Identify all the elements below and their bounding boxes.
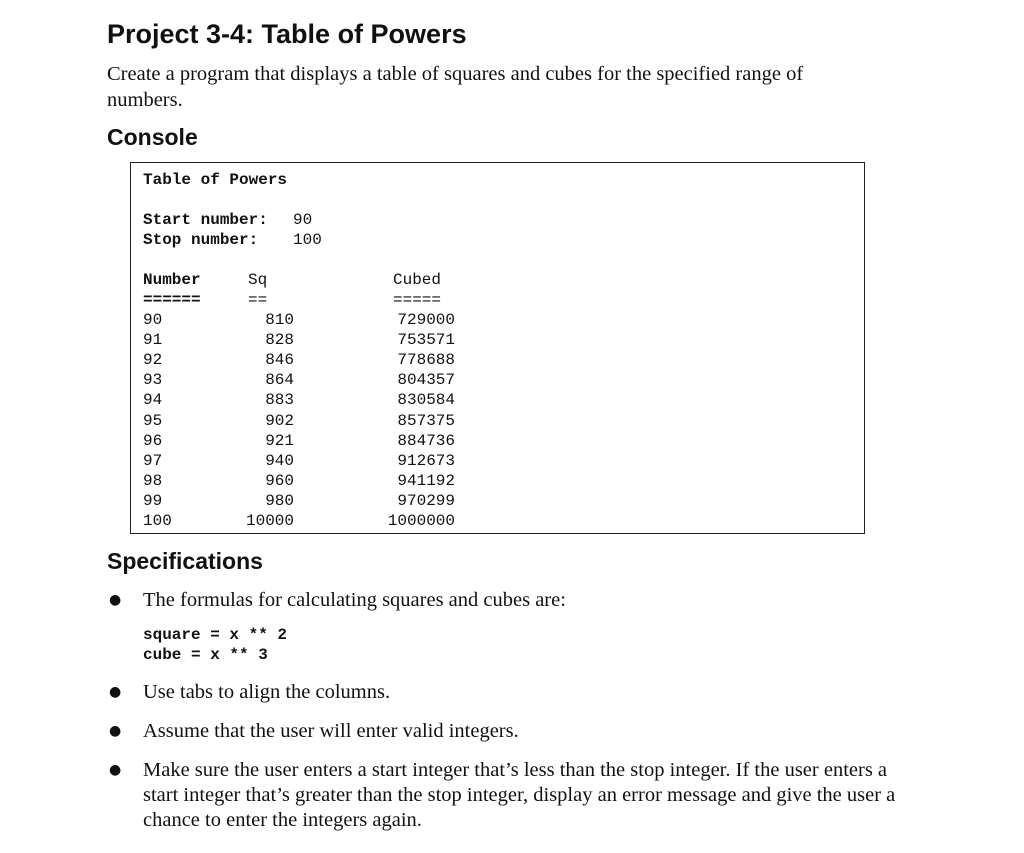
- row-number: 92: [143, 351, 163, 370]
- row-cube: 970299: [397, 491, 455, 510]
- list-item: [107, 758, 907, 833]
- page-title: Project 3-4: Table of Powers: [107, 19, 467, 49]
- formula-intro: The formulas for calculating squares and cubes are:: [143, 589, 566, 611]
- start-value: 90: [293, 211, 313, 229]
- row-square: 940: [265, 451, 294, 470]
- stop-label: Stop number:: [143, 231, 259, 249]
- row-number: 94: [143, 391, 163, 410]
- column-header-number: Number: [143, 271, 201, 289]
- row-square: 10000: [245, 512, 294, 530]
- row-number: 100: [143, 512, 172, 530]
- row-square: 921: [265, 431, 294, 450]
- formula-cube: cube = x ** 3: [143, 646, 268, 664]
- list-item: [107, 719, 907, 744]
- intro-text: Create a program that displays a table of squares and cubes for the specified range of numbers.: [107, 63, 804, 111]
- spec-start-less: Make sure the user enters a start integer that’s less than the stop integer. If the user enters a start integer that’s greater than the stop integer, display an error message and give the user a chance to enter the integers again.: [143, 759, 896, 831]
- row-square: 902: [265, 411, 294, 430]
- row-cube: 941192: [397, 471, 455, 490]
- bullet-icon: ●: [109, 723, 122, 739]
- row-cube: 857375: [397, 411, 455, 430]
- row-cube: 804357: [397, 371, 455, 390]
- row-cube: 753571: [397, 331, 455, 350]
- row-number: 96: [143, 431, 163, 450]
- column-underline-cubed: =====: [393, 291, 442, 309]
- start-label: Start number:: [143, 211, 268, 229]
- row-square: 883: [265, 391, 294, 410]
- row-number: 97: [143, 451, 163, 470]
- row-number: 98: [143, 471, 163, 490]
- formula-square: square = x ** 2: [143, 626, 288, 644]
- formula-code: [143, 625, 907, 665]
- row-square: 810: [265, 311, 294, 329]
- row-number: 91: [143, 331, 163, 350]
- row-square: 960: [265, 471, 294, 490]
- list-item: [107, 680, 907, 705]
- bullet-icon: ●: [109, 592, 122, 608]
- bullet-icon: ●: [109, 684, 122, 700]
- row-cube: 778688: [397, 351, 455, 370]
- list-item: [107, 588, 907, 665]
- row-square: 828: [265, 331, 294, 350]
- specifications-heading: Specifications: [107, 548, 263, 574]
- console-header: Table of Powers: [143, 171, 288, 189]
- row-number: 90: [143, 311, 163, 329]
- spec-tabs: Use tabs to align the columns.: [143, 681, 391, 703]
- console-heading: Console: [107, 124, 198, 150]
- stop-value: 100: [293, 231, 322, 249]
- row-cube: 830584: [397, 391, 455, 410]
- row-square: 846: [265, 351, 294, 370]
- bullet-icon: ●: [109, 762, 122, 778]
- column-underline-sq: ==: [248, 291, 268, 309]
- row-square: 864: [265, 371, 294, 390]
- specifications-list: [107, 588, 907, 833]
- column-header-cubed: Cubed: [393, 271, 442, 289]
- row-cube: 729000: [397, 311, 455, 329]
- row-number: 99: [143, 491, 163, 510]
- row-cube: 1000000: [387, 512, 455, 530]
- console-output: [130, 162, 865, 534]
- row-number: 93: [143, 371, 163, 390]
- row-cube: 912673: [397, 451, 455, 470]
- column-underline-number: ======: [143, 291, 201, 309]
- column-header-sq: Sq: [248, 271, 268, 289]
- row-cube: 884736: [397, 431, 455, 450]
- spec-valid: Assume that the user will enter valid integers.: [143, 720, 519, 742]
- row-square: 980: [265, 491, 294, 510]
- row-number: 95: [143, 411, 163, 430]
